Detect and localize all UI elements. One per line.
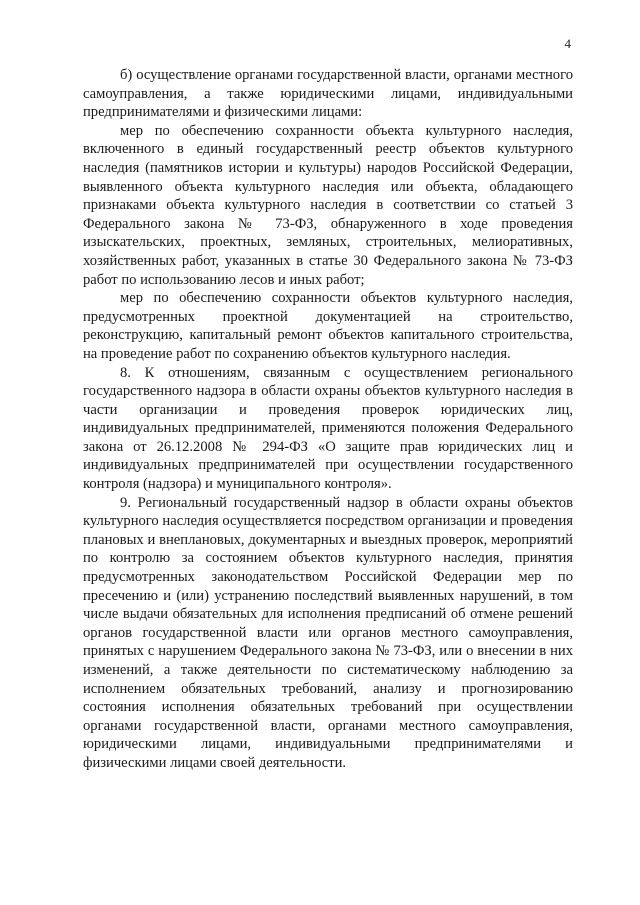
paragraph-item-9: 9. Региональный государственный надзор в области охраны объектов культурного наследия осуществляется посредством организации и проведения плановых и внеплановых, документарных и выездных проверок, мероприятий по контролю за состоянием объектов культурного наследия, принятия предусмотренных законодательством Российской Федерации мер по пресечению и (или) устранению последствий выявленных нарушений, в том числе выдачи обязательных для исполнения предписаний об отмене решений органов государственной власти или органов местного самоуправления, принятых с нарушением Федерального закона № 73-ФЗ, или о внесении в них изменений, а также деятельности по систематическому наблюдению за исполнением обязательных требований, анализу и прогнозированию состояния исполнения обязательных требований при осуществлении органами государственной власти, органами местного самоуправления, юридическими лицами, индивидуальными предпринимателями и физическими лицами своей деятельности. [83,494,573,771]
paragraph-b-intro: б) осуществление органами государственной власти, органами местного самоуправления, а также юридическими лицами, индивидуальными предпринимателями и физическими лицами: [83,67,573,121]
document-body [83,66,573,773]
paragraph-heritage-object-measures: мер по обеспечению сохранности объекта культурного наследия, включенного в единый государственный реестр объектов культурного наследия (памятников истории и культуры) народов Российской Федерации, выявленного объекта культурного наследия или объекта, обладающего признаками объекта культурного наследия в соответствии со статьей 3 Федерального закона № 73-ФЗ, обнаруженного в ходе проведения изыскательских, проектных, земляных, строительных, мелиоративных, хозяйственных работ, указанных в статье 30 Федерального закона № 73-ФЗ работ по использованию лесов и иных работ; [83,122,573,288]
paragraph-item-8: 8. К отношениям, связанным с осуществлением регионального государственного надзора в области охраны объектов культурного наследия в части организации и проведения проверок юридических лиц, индивидуальных предпринимателей, применяются положения Федерального закона от 26.12.2008 № 294-ФЗ «О защите прав юридических лиц и индивидуальных предпринимателей при осуществлении государственного контроля (надзора) и муниципального контроля». [83,364,573,493]
page-number: 4 [564,36,571,51]
paragraph-project-documentation-measures: мер по обеспечению сохранности объектов культурного наследия, предусмотренных проектной документацией на строительство, реконструкцию, капитальный ремонт объектов капитального строительства, на проведение работ по сохранению объектов культурного наследия. [83,290,573,362]
